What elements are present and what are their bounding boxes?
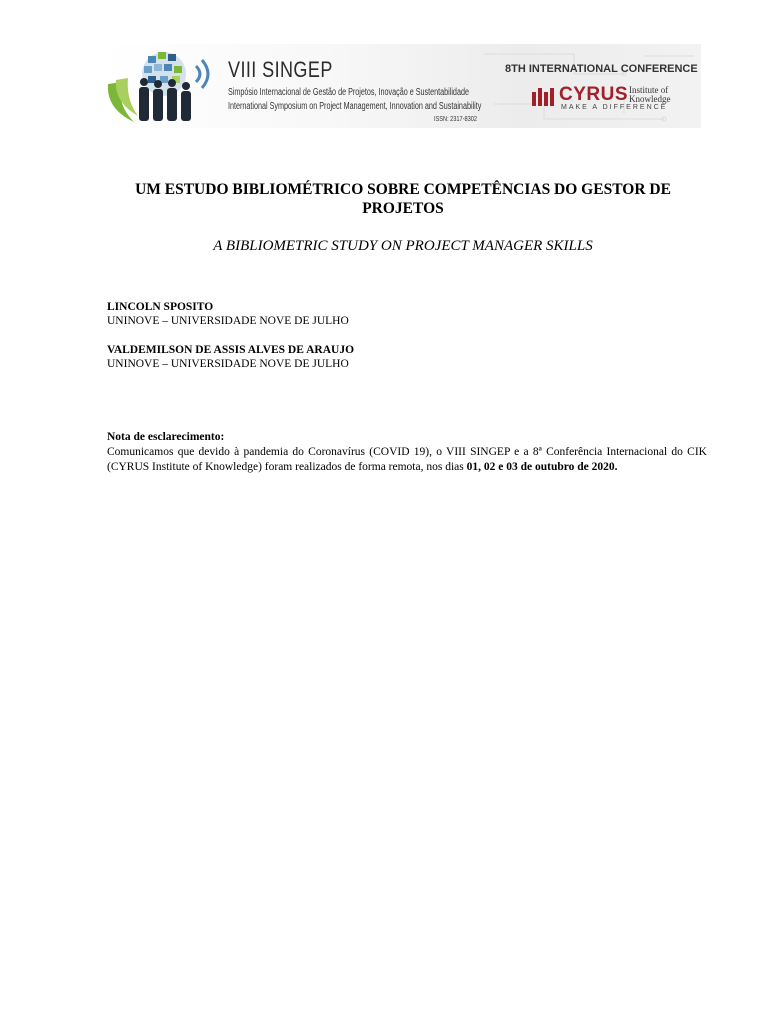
- author-name: VALDEMILSON DE ASSIS ALVES DE ARAUJO: [107, 344, 355, 356]
- author-name: LINCOLN SPOSITO: [107, 301, 214, 313]
- event-title: VIII SINGEP: [228, 57, 333, 82]
- note-body: [107, 445, 707, 475]
- paper-title-english: A BIBLIOMETRIC STUDY ON PROJECT MANAGER SKILLS: [213, 238, 593, 254]
- paper-title: UM ESTUDO BIBLIOMÉTRICO SOBRE COMPETÊNCIAS DO GESTOR DE PROJETOS: [135, 181, 671, 217]
- cyrus-logo: [529, 84, 679, 114]
- cyrus-institute: Institute of Knowledge: [629, 85, 671, 104]
- author-institution: UNINOVE – UNIVERSIDADE NOVE DE JULHO: [107, 315, 349, 327]
- event-subtitle-en: International Symposium on Project Management, Innovation and Sustainability: [228, 101, 482, 112]
- cyrus-name: CYRUS: [559, 84, 629, 105]
- conference-banner: [104, 44, 701, 128]
- note-heading: Nota de esclarecimento:: [107, 431, 225, 443]
- cyrus-tagline: MAKE A DIFFERENCE: [561, 104, 668, 111]
- author-institution: UNINOVE – UNIVERSIDADE NOVE DE JULHO: [107, 358, 349, 370]
- conference-label: 8TH INTERNATIONAL CONFERENCE: [505, 63, 698, 75]
- note-dates: 01, 02 e 03 de outubro de 2020.: [466, 461, 618, 473]
- note-text: Comunicamos que devido à pandemia do Coronavírus (COVID 19), o VIII SINGEP e a 8ª Conferência Internacional do CIK (CYRUS Institute of Knowledge) foram realizados de forma remota, nos dias: [107, 446, 707, 473]
- issn: ISSN: 2317-8302: [434, 116, 477, 123]
- event-subtitle-pt: Simpósio Internacional de Gestão de Projetos, Inovação e Sustentabilidade: [228, 87, 469, 98]
